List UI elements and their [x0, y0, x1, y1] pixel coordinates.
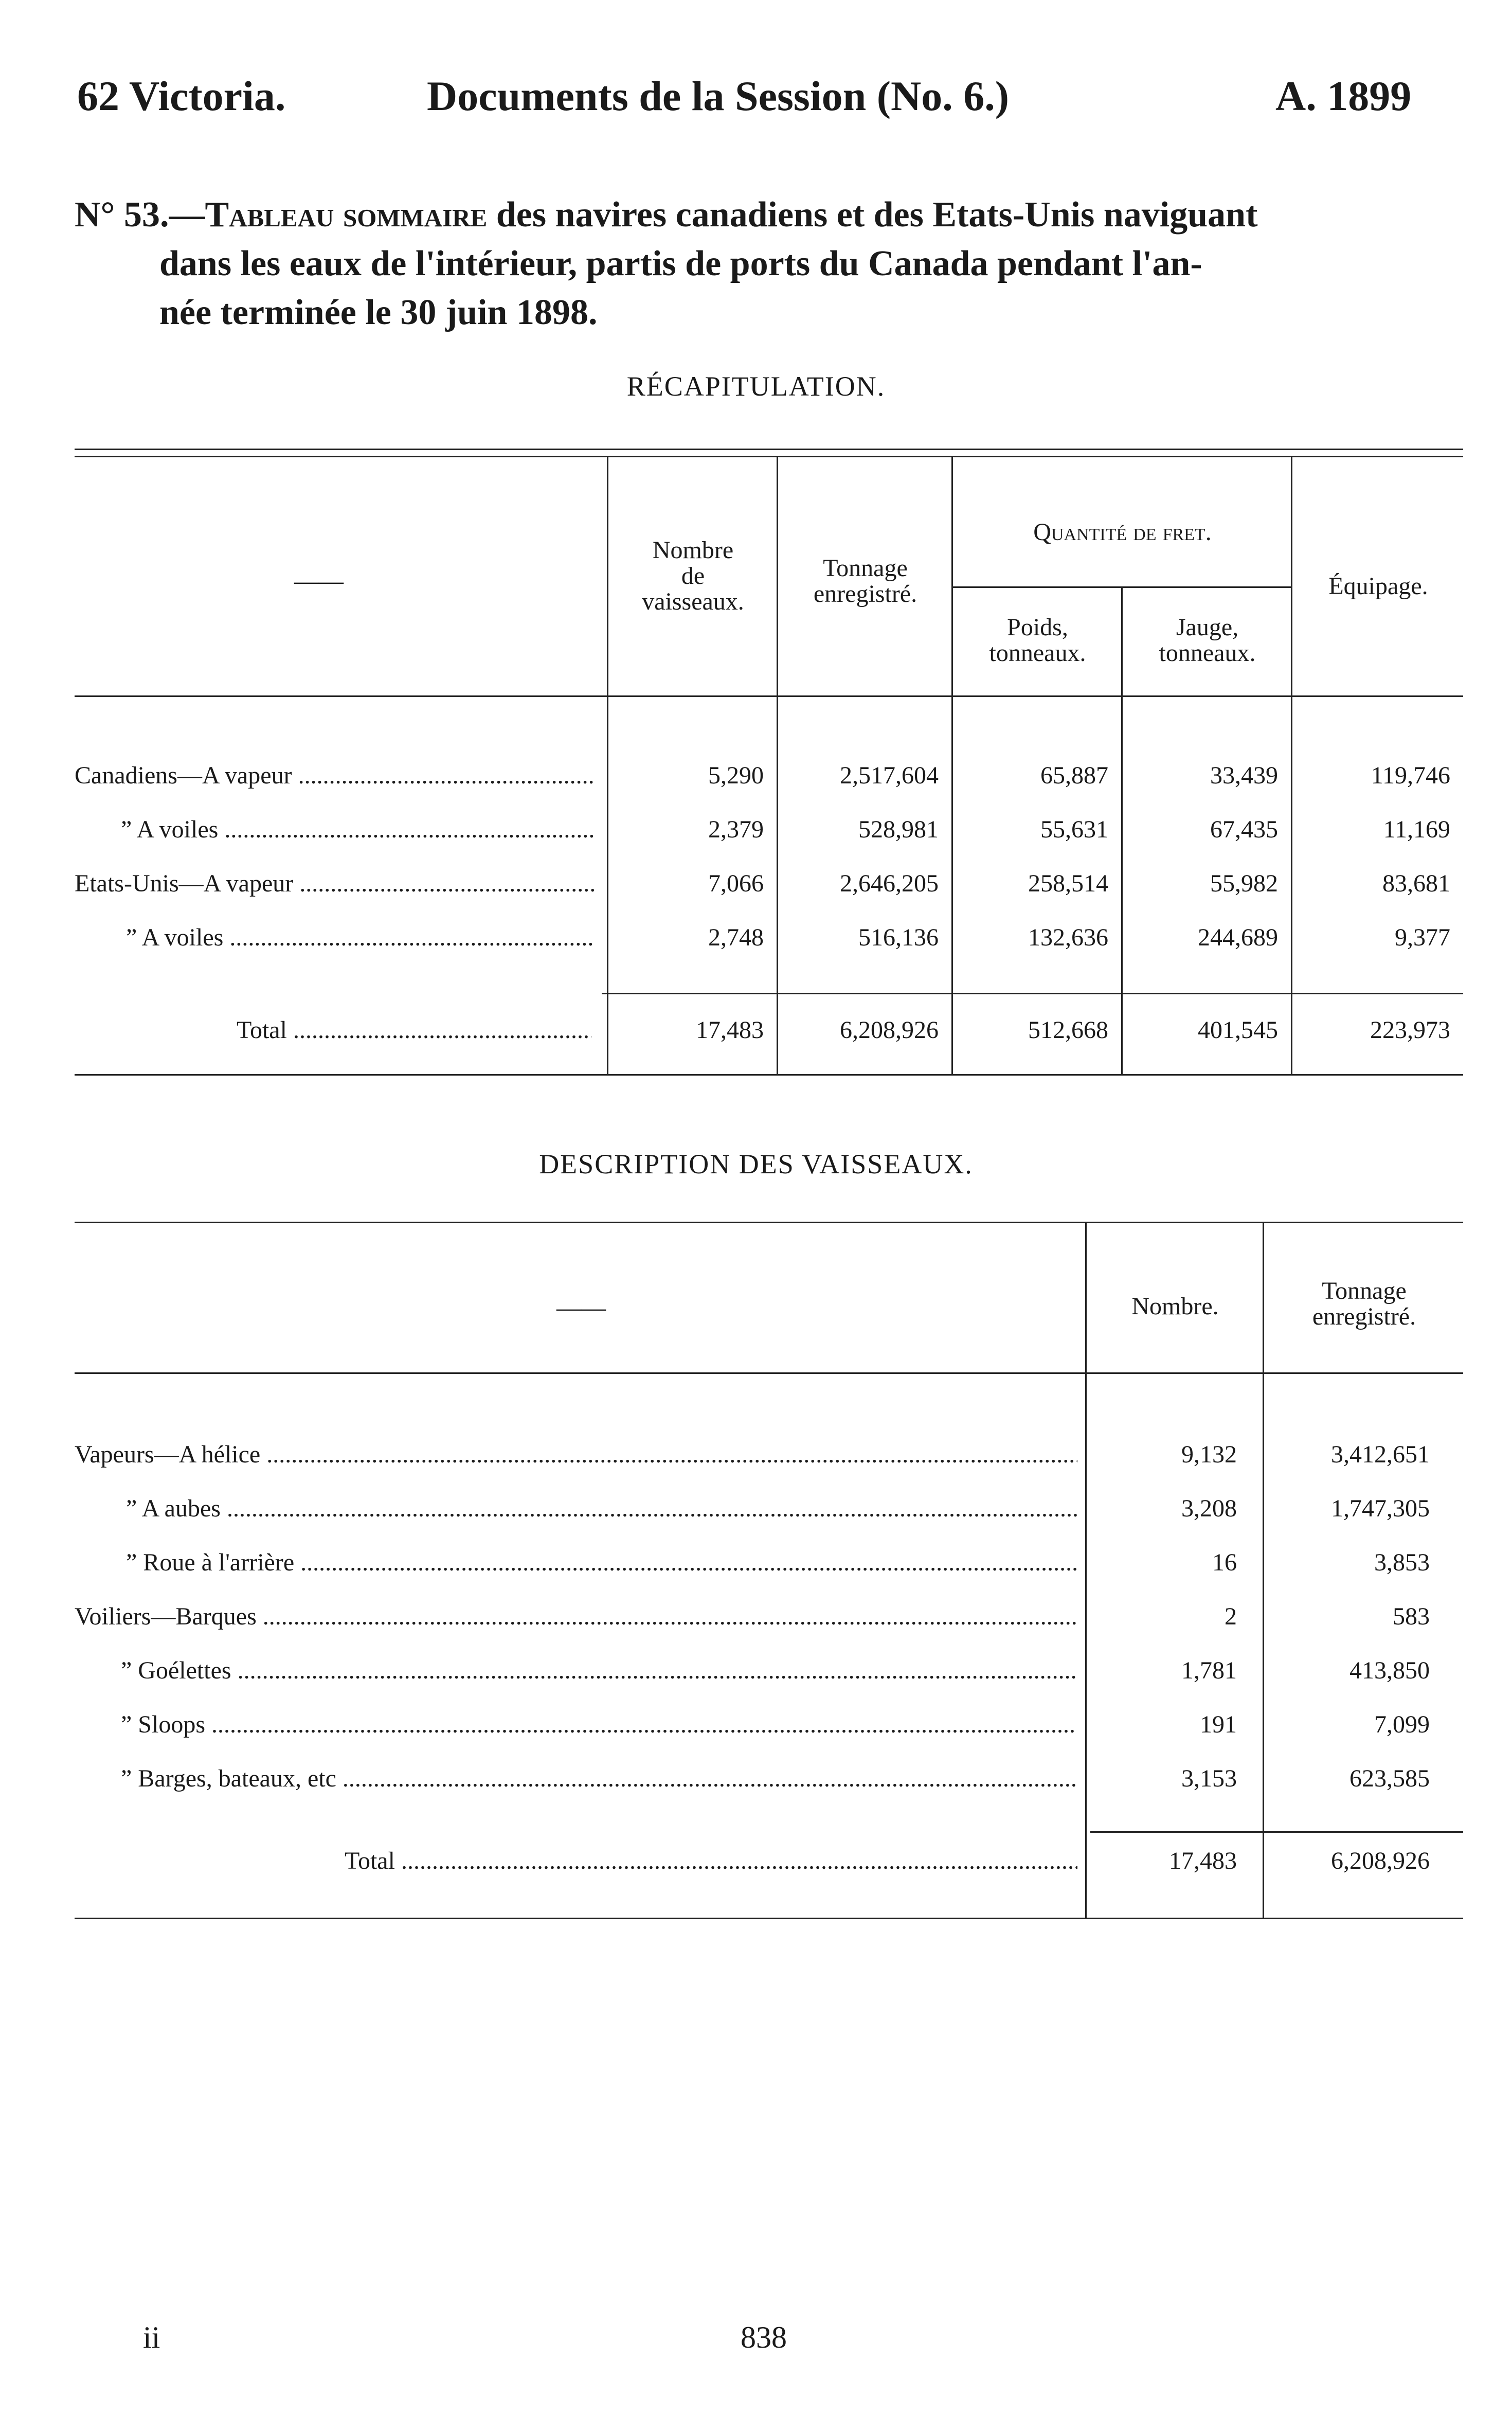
- recap-header-tonnage-1: Tonnage: [823, 555, 908, 582]
- recap-cell-jauge: 33,439: [1210, 762, 1278, 789]
- desc-header-tonnage-1: Tonnage: [1322, 1277, 1407, 1304]
- header-center: Documents de la Session (No. 6.): [427, 73, 1010, 119]
- recap-header-poids-1: Poids,: [1007, 614, 1068, 641]
- recap-cell-nombre: 5,290: [708, 762, 764, 789]
- recap-rule-header-bottom: [75, 695, 1463, 697]
- desc-header-tonnage: [1265, 1278, 1463, 1330]
- recap-row-label: ” A voiles .....: [126, 923, 594, 952]
- recap-cell-equipage: 119,746: [1371, 762, 1450, 789]
- recap-title: RÉCAPITULATION.: [626, 371, 886, 402]
- recap-cell-jauge: 55,982: [1210, 870, 1278, 897]
- desc-cell-tonnage: 583: [1393, 1603, 1430, 1630]
- desc-rule-bottom: [75, 1918, 1463, 1919]
- desc-cell-nombre: 191: [1200, 1711, 1237, 1738]
- recap-rule-total: [602, 993, 1463, 994]
- title-line-2: dans les eaux de l'intérieur, partis de ports du Canada pendant l'an-: [159, 244, 1202, 283]
- recap-rule-top-1: [75, 449, 1463, 450]
- title-line-3: née terminée le 30 juin 1898.: [159, 293, 598, 332]
- description-title: DESCRIPTION DES VAISSEAUX.: [539, 1149, 973, 1179]
- recap-total-jauge: 401,545: [1198, 1016, 1278, 1044]
- desc-cell-nombre: 3,153: [1181, 1765, 1237, 1792]
- recap-header-nombre-2: de: [681, 562, 705, 589]
- desc-cell-tonnage: 3,412,651: [1331, 1441, 1430, 1468]
- desc-total-nombre: 17,483: [1169, 1847, 1237, 1874]
- desc-cell-tonnage: 1,747,305: [1331, 1495, 1430, 1522]
- recap-cell-tonnage: 528,981: [858, 816, 939, 843]
- recap-rule-top-2: [75, 456, 1463, 457]
- recap-cell-tonnage: 2,646,205: [840, 870, 939, 897]
- desc-cell-nombre: 2: [1225, 1603, 1237, 1630]
- recap-header-poids-2: tonneaux.: [989, 639, 1086, 667]
- desc-row-label: ” Roue à l'arrière .....: [126, 1548, 1077, 1577]
- recap-cell-tonnage: 2,517,604: [840, 762, 939, 789]
- desc-row-label: ” Barges, bateaux, etc .....: [121, 1764, 1077, 1793]
- desc-col-rule-2: [1263, 1222, 1264, 1918]
- title-line-1: [75, 193, 1257, 237]
- recap-cell-nombre: 7,066: [708, 870, 764, 897]
- recap-total-poids: 512,668: [1028, 1016, 1108, 1044]
- desc-rule-total: [1090, 1831, 1463, 1833]
- recap-header-jauge-1: Jauge,: [1176, 614, 1239, 641]
- desc-header-label: ——: [556, 1294, 606, 1321]
- desc-cell-tonnage: 3,853: [1374, 1549, 1430, 1576]
- recap-total-label: Total .....: [237, 1016, 591, 1044]
- recap-cell-poids: 258,514: [1028, 870, 1108, 897]
- recap-cell-jauge: 244,689: [1198, 924, 1278, 951]
- recap-cell-poids: 132,636: [1028, 924, 1108, 951]
- recap-cell-equipage: 83,681: [1382, 870, 1450, 897]
- recap-header-nombre-1: Nombre: [652, 537, 734, 564]
- recap-cell-nombre: 2,379: [708, 816, 764, 843]
- title-word-caps: Tableau sommaire: [205, 195, 488, 235]
- page-number: 838: [741, 2320, 787, 2354]
- desc-header-tonnage-2: enregistré.: [1312, 1303, 1416, 1330]
- recap-row-label: Canadiens—A vapeur .....: [75, 761, 594, 790]
- recap-header-tonnage: [779, 556, 951, 607]
- desc-row-label: ” A aubes .....: [126, 1494, 1077, 1523]
- desc-cell-tonnage: 7,099: [1374, 1711, 1430, 1738]
- recap-header-nombre-3: vaisseaux.: [642, 588, 744, 615]
- recap-row-label: Etats-Unis—A vapeur .....: [75, 869, 594, 898]
- footer-left: ii: [143, 2320, 160, 2354]
- desc-cell-nombre: 3,208: [1181, 1495, 1237, 1522]
- recap-header-label: ——: [294, 567, 344, 595]
- recap-col-rule-4: [1121, 586, 1123, 1074]
- desc-cell-tonnage: 623,585: [1349, 1765, 1430, 1792]
- recap-row-label: ” A voiles .....: [121, 815, 594, 844]
- desc-total-tonnage: 6,208,926: [1331, 1847, 1430, 1874]
- recap-cell-nombre: 2,748: [708, 924, 764, 951]
- recap-header-jauge: [1124, 615, 1291, 666]
- recap-cell-jauge: 67,435: [1210, 816, 1278, 843]
- recap-col-rule-1: [607, 456, 608, 1074]
- recap-cell-equipage: 9,377: [1395, 924, 1450, 951]
- recap-col-rule-3: [951, 456, 953, 1074]
- recap-header-quantite: Quantité de fret.: [1033, 519, 1212, 546]
- recap-cell-equipage: 11,169: [1383, 816, 1450, 843]
- recap-total-nombre: 17,483: [696, 1016, 764, 1044]
- desc-row-label: Vapeurs—A hélice .....: [75, 1440, 1077, 1469]
- recap-header-jauge-2: tonneaux.: [1159, 639, 1256, 667]
- recap-cell-poids: 65,887: [1040, 762, 1108, 789]
- recap-col-rule-5: [1291, 456, 1292, 1074]
- header-left: 62 Victoria.: [77, 73, 286, 119]
- recap-header-nombre: [609, 538, 777, 615]
- recap-cell-poids: 55,631: [1040, 816, 1108, 843]
- desc-row-label: ” Sloops .....: [121, 1710, 1077, 1739]
- recap-rule-bottom: [75, 1074, 1463, 1076]
- recap-total-tonnage: 6,208,926: [840, 1016, 939, 1044]
- desc-row-label: ” Goélettes .....: [121, 1656, 1077, 1685]
- desc-total-label: Total .....: [345, 1847, 1077, 1875]
- desc-cell-nombre: 1,781: [1181, 1657, 1237, 1684]
- desc-header-nombre: Nombre.: [1131, 1293, 1219, 1320]
- recap-header-poids: [954, 615, 1121, 666]
- desc-row-label: Voiliers—Barques .....: [75, 1602, 1077, 1631]
- recap-header-equipage: Équipage.: [1328, 573, 1428, 600]
- title-number: N° 53.—: [75, 195, 205, 235]
- recap-header-tonnage-2: enregistré.: [813, 580, 917, 607]
- desc-cell-tonnage: 413,850: [1349, 1657, 1430, 1684]
- desc-cell-nombre: 9,132: [1181, 1441, 1237, 1468]
- desc-rule-top: [75, 1222, 1463, 1223]
- title-line1-rest: des navires canadiens et des Etats-Unis naviguant: [487, 195, 1258, 235]
- recap-cell-tonnage: 516,136: [858, 924, 939, 951]
- desc-cell-nombre: 16: [1212, 1549, 1237, 1576]
- recap-col-rule-2: [777, 456, 778, 1074]
- desc-col-rule-1: [1085, 1222, 1087, 1918]
- desc-rule-header-bottom: [75, 1372, 1463, 1374]
- header-right: A. 1899: [1275, 73, 1412, 119]
- recap-total-equipage: 223,973: [1370, 1016, 1450, 1044]
